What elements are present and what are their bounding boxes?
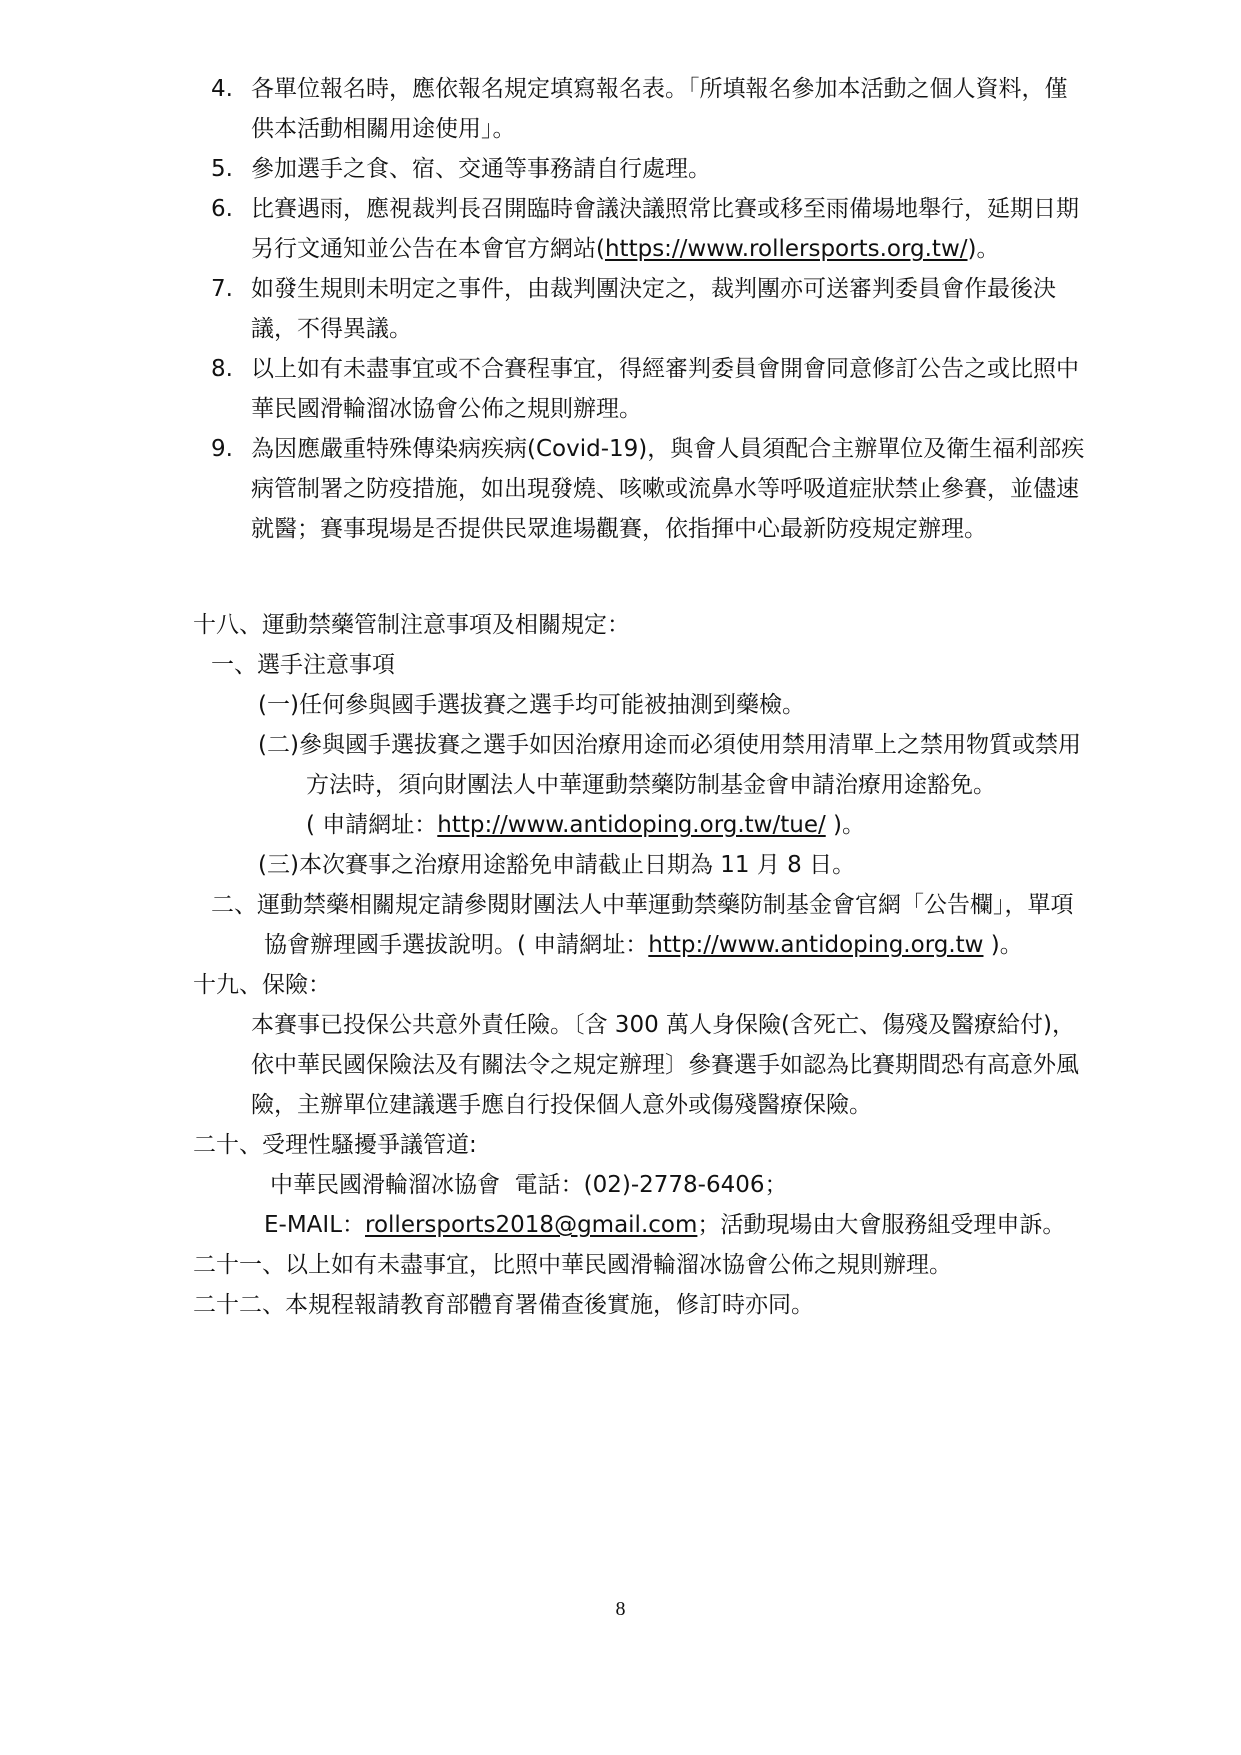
item-4-line-1: 各單位報名時，應依報名規定填寫報名表。「所填報名參加本活動之個人資料，僅 bbox=[251, 76, 1068, 102]
item-4-line-2: 供本活動相關用途使用」。 bbox=[251, 116, 516, 142]
section-18-sub2-line-1: 二、運動禁藥相關規定請參閱財團法人中華運動禁藥防制基金會官網「公告欄」，單項 bbox=[211, 892, 1074, 918]
item-9-line-1: 為因應嚴重特殊傳染病疾病(Covid-19)，與會人員須配合主辦單位及衛生福利部疾 bbox=[251, 436, 1085, 462]
item-6-text-end: )。 bbox=[967, 236, 1000, 262]
tue-url-suffix: )。 bbox=[825, 812, 866, 838]
email-line-suffix: ；活動現場由大會服務組受理申訴。 bbox=[697, 1212, 1066, 1238]
section-20-phone: 中華民國滑輪溜冰協會 電話：(02)-2778-6406； bbox=[270, 1172, 788, 1198]
section-22: 二十二、本規程報請教育部體育署備查後實施，修訂時亦同。 bbox=[193, 1292, 814, 1318]
item-9-line-2: 病管制署之防疫措施，如出現發燒、咳嗽或流鼻水等呼吸道症狀禁止參賽，並儘速 bbox=[251, 476, 1079, 502]
section-19-line-1: 本賽事已投保公共意外責任險。〔含 300 萬人身保險(含死亡、傷殘及醫療給付)， bbox=[251, 1012, 1075, 1038]
section-18-point-2-line-2: 方法時，須向財團法人中華運動禁藥防制基金會申請治療用途豁免。 bbox=[306, 772, 996, 798]
section-19-line-3: 險，主辦單位建議選手應自行投保個人意外或傷殘醫療保險。 bbox=[251, 1092, 872, 1118]
section-18-sub1-heading: 一、選手注意事項 bbox=[211, 652, 395, 678]
antidoping-url-prefix: 協會辦理國手選拔說明。( 申請網址： bbox=[264, 932, 649, 958]
item-number-5: 5. bbox=[211, 156, 233, 182]
section-18-point-1: (一)任何參與國手選拔賽之選手均可能被抽測到藥檢。 bbox=[258, 692, 805, 718]
email-label: E-MAIL： bbox=[264, 1212, 366, 1238]
email-link[interactable]: rollersports2018@gmail.com bbox=[365, 1212, 698, 1238]
antidoping-tue-link[interactable]: http://www.antidoping.org.tw/tue/ bbox=[437, 812, 826, 838]
section-18-point-2-line-1: (二)參與國手選拔賽之選手如因治療用途而必須使用禁用清單上之禁用物質或禁用 bbox=[258, 732, 1081, 758]
item-6-text: 另行文通知並公告在本會官方網站( bbox=[251, 236, 605, 262]
section-21: 二十一、以上如有未盡事宜，比照中華民國滑輪溜冰協會公佈之規則辦理。 bbox=[193, 1252, 952, 1278]
tue-url-prefix: ( 申請網址： bbox=[306, 812, 438, 838]
section-20-email-line bbox=[264, 1210, 1065, 1240]
section-20-heading: 二十、受理性騷擾爭議管道: bbox=[193, 1132, 477, 1158]
section-18-sub2-line-2 bbox=[264, 930, 1023, 960]
item-5-line-1: 參加選手之食、宿、交通等事務請自行處理。 bbox=[251, 156, 711, 182]
item-number-8: 8. bbox=[211, 356, 233, 382]
item-8-line-2: 華民國滑輪溜冰協會公佈之規則辦理。 bbox=[251, 396, 642, 422]
item-number-9: 9. bbox=[211, 436, 233, 462]
rollersports-website-link[interactable]: https://www.rollersports.org.tw/ bbox=[604, 236, 968, 262]
page-number: 8 bbox=[615, 1598, 626, 1620]
antidoping-url-suffix: )。 bbox=[983, 932, 1023, 958]
section-18-heading: 十八、運動禁藥管制注意事項及相關規定： bbox=[193, 612, 630, 638]
item-7-line-1: 如發生規則未明定之事件，由裁判團決定之，裁判團亦可送審判委員會作最後決 bbox=[251, 276, 1056, 302]
antidoping-link[interactable]: http://www.antidoping.org.tw bbox=[648, 932, 984, 958]
item-8-line-1: 以上如有未盡事宜或不合賽程事宜，得經審判委員會開會同意修訂公告之或比照中 bbox=[251, 356, 1079, 382]
item-7-line-2: 議，不得異議。 bbox=[251, 316, 412, 342]
item-6-line-2 bbox=[251, 234, 1000, 264]
section-18-point-3: (三)本次賽事之治療用途豁免申請截止日期為 11 月 8 日。 bbox=[258, 852, 856, 878]
item-number-7: 7. bbox=[211, 276, 233, 302]
item-number-4: 4. bbox=[211, 76, 233, 102]
section-18-point-2-line-3 bbox=[306, 810, 865, 840]
section-19-line-2: 依中華民國保險法及有關法令之規定辦理〕參賽選手如認為比賽期間恐有高意外風 bbox=[251, 1052, 1079, 1078]
item-9-line-3: 就醫；賽事現場是否提供民眾進場觀賽，依指揮中心最新防疫規定辦理。 bbox=[251, 516, 987, 542]
item-6-line-1: 比賽遇雨，應視裁判長召開臨時會議決議照常比賽或移至雨備場地舉行，延期日期 bbox=[251, 196, 1079, 222]
section-19-heading: 十九、保險： bbox=[193, 972, 331, 998]
item-number-6: 6. bbox=[211, 196, 233, 222]
